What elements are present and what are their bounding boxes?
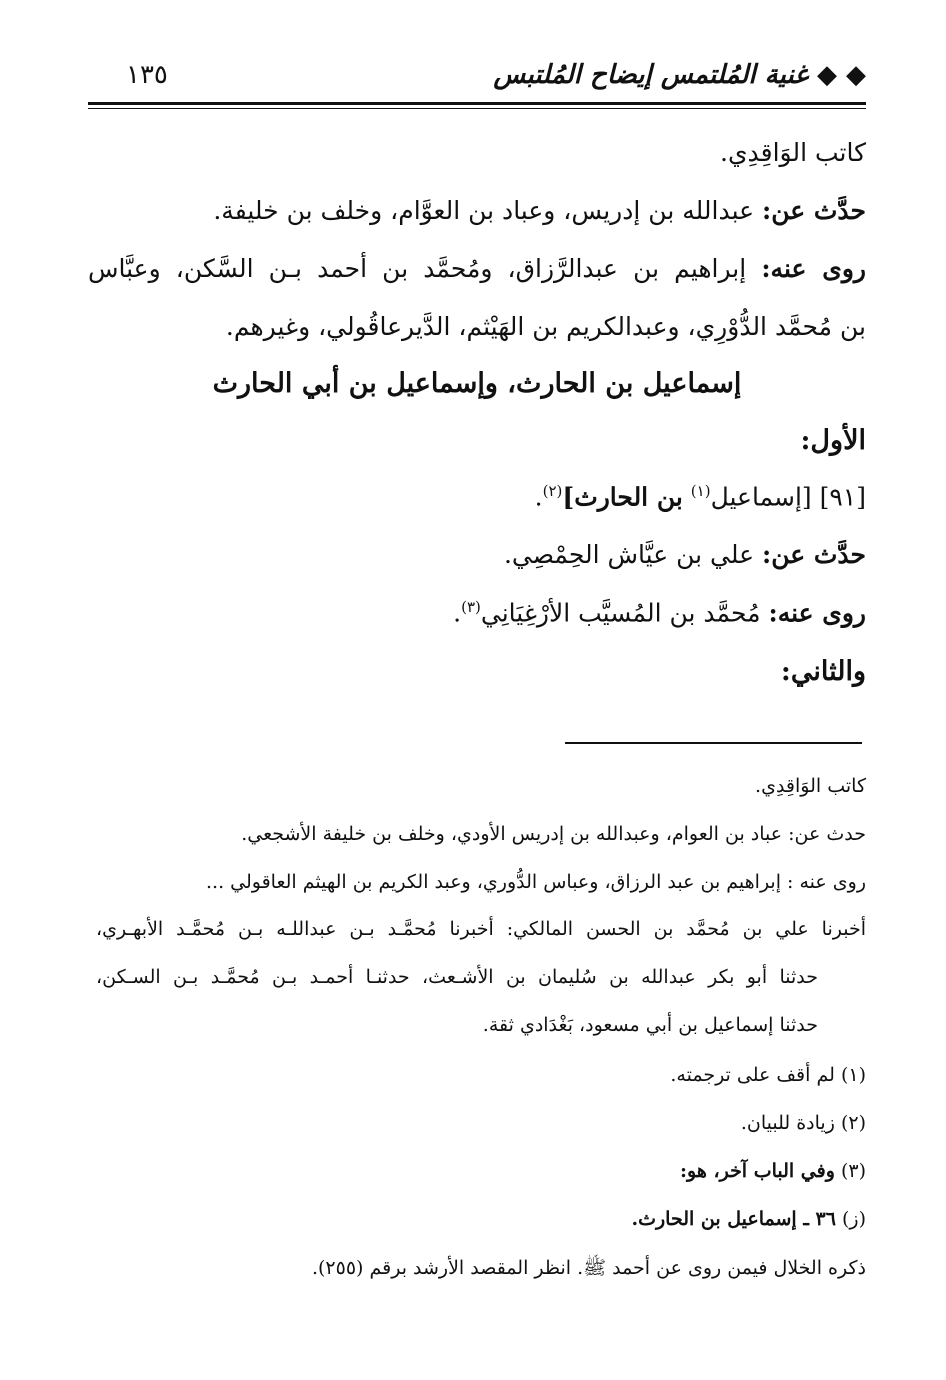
section-heading: إسماعيل بن الحارث، وإسماعيل بن أبي الحارث [212,368,742,399]
running-title: ◆ ◆ غنية المُلتمس إيضاح المُلتبس [493,60,866,90]
footnote-line-6: حدثنا إسماعيل بن أبي مسعود، بَغْدَادي ثقة. [482,1014,818,1036]
footnote-3-number: (٣) [840,1160,866,1182]
narrated-from-label: حدَّث عن: [762,196,866,225]
body-line-4: بن مُحمَّد الدُّوْرِي، وعبدالكريم بن الهَيْثم، الدَّيرعاقُولي، وغيرهم. [225,312,866,341]
entry-narrated-by [453,598,866,627]
footnote-line-5: حدثنا أبو بكر عبدالله بن سُليمان بن الأشـعث، حدثنـا أحمـد بـن مُحمَّـد بـن السـكن، [96,966,818,988]
entry-narrated-by-period: . [453,598,462,628]
footnote-1 [670,1064,866,1086]
first-label: الأول: [800,425,866,456]
footnote-3-text: وفي الباب آخر، هو: [679,1160,835,1182]
entry-name-rest: بن الحارث] [562,482,683,512]
entry-narrated-from-label: حدَّث عن: [762,540,866,569]
page-number: ١٣٥ [126,60,168,90]
footnote-line-2: حدث عن: عباد بن العوام، وعبدالله بن إدريس الأودي، وخلف بن خليفة الأشجعي. [241,823,866,845]
footnote-1-text: لم أقف على ترجمته. [670,1064,835,1086]
footnote-2-text: زيادة للبيان. [740,1112,835,1134]
body-line-3 [88,254,866,283]
footnote-ref-3: (٣) [461,598,481,616]
footnote-line-1: كاتب الوَاقِدِي. [755,775,866,797]
header-rule-thin [88,108,866,109]
footnote-3-entry-mark: (ز) [841,1208,866,1230]
footnote-3-entry-text: ٣٦ ـ إسماعيل بن الحارث. [631,1208,836,1230]
narrated-by-label: روى عنه: [761,254,866,283]
footnote-ref-1: (١) [690,482,711,500]
body-line-1: كاتب الوَاقِدِي. [720,138,866,167]
footnote-separator [565,742,862,744]
footnote-2 [741,1112,866,1134]
entry-narrated-by-text: مُحمَّد بن المُسيَّب الأرْغِيَانِي [480,598,761,628]
narrated-from-text: عبدالله بن إدريس، وعباد بن العوَّام، وخلف بن خليفة. [213,196,755,225]
footnote-ref-2: (٢) [542,482,563,500]
entry-line [535,482,866,511]
footnote-2-number: (٢) [840,1112,866,1134]
footnote-3-entry [632,1208,867,1230]
page-header [88,58,866,98]
narrated-by-text: إبراهيم بن عبدالرَّزاق، ومُحمَّد بن أحمد بـن السَّكن، وعبَّاس [88,254,747,283]
second-label: والثاني: [780,656,866,687]
footnote-3-source: ذكره الخلال فيمن روى عن أحمد ﷺ. انظر المقصد الأرشد برقم (٢٥٥). [311,1257,866,1279]
entry-period: . [534,482,543,512]
entry-number-name: [٩١] [إسماعيل [710,482,866,512]
footnote-line-3: روى عنه : إبراهيم بن عبد الرزاق، وعباس الدُّوري، وعبد الكريم بن الهيثم العاقولي ... [205,871,866,893]
entry-narrated-from [504,540,866,569]
footnote-line-4: أخبرنا علي بن مُحمَّد بن الحسن المالكي: أخبرنا مُحمَّـد بـن عبداللـه بـن مُحمَّـد الأبهـري، [96,918,866,940]
footnote-1-number: (١) [840,1064,866,1086]
entry-narrated-by-label: روى عنه: [768,598,866,628]
entry-narrated-from-text: علي بن عيَّاش الحِمْصِي. [503,540,755,569]
header-rule-thick [88,102,866,105]
footnote-3 [680,1160,866,1182]
body-line-2 [213,196,866,225]
